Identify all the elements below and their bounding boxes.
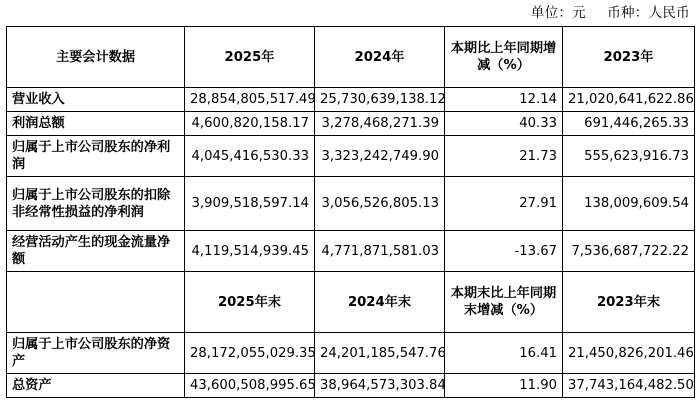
row-value-2025: 43,600,508,995.65 (185, 374, 315, 398)
table-row (7, 88, 695, 112)
row-value-change: 12.14 (445, 88, 563, 112)
currency-label: 币种：人民币 (607, 5, 690, 21)
row-value-2025: 4,045,416,530.33 (185, 136, 315, 177)
financial-data-table (6, 26, 695, 398)
row-value-2025: 4,119,514,939.45 (185, 231, 315, 272)
table-row (7, 333, 695, 374)
row-label: 归属于上市公司股东的净利润 (7, 136, 185, 177)
row-value-change: 27.91 (445, 177, 563, 231)
row-value-change: 11.90 (445, 374, 563, 398)
header-cell-metric: 主要会计数据 (7, 27, 185, 88)
row-value-2023: 21,020,641,622.86 (563, 88, 695, 112)
table-row (7, 112, 695, 136)
row-value-2025: 3,909,518,597.14 (185, 177, 315, 231)
header-cell-2025: 2025年 (185, 27, 315, 88)
row-value-2023: 7,536,687,722.22 (563, 231, 695, 272)
row-value-change: 40.33 (445, 112, 563, 136)
row-value-2024: 3,278,468,271.39 (315, 112, 445, 136)
row-value-2024: 3,323,242,749.90 (315, 136, 445, 177)
row-value-2025: 4,600,820,158.17 (185, 112, 315, 136)
row-value-change: 16.41 (445, 333, 563, 374)
row-label: 经营活动产生的现金流量净额 (7, 231, 185, 272)
table-row (7, 374, 695, 398)
header-cell-change-end: 本期末比上年同期末增减（%） (445, 272, 563, 333)
table-row (7, 231, 695, 272)
row-label: 归属于上市公司股东的净资产 (7, 333, 185, 374)
table-row (7, 177, 695, 231)
header-cell-2023-end: 2023年末 (563, 272, 695, 333)
table-header-row-period2 (7, 272, 695, 333)
row-label: 归属于上市公司股东的扣除非经常性损益的净利润 (7, 177, 185, 231)
row-value-change: 21.73 (445, 136, 563, 177)
row-value-2023: 138,009,609.54 (563, 177, 695, 231)
row-label: 营业收入 (7, 88, 185, 112)
table-row (7, 136, 695, 177)
row-value-2025: 28,172,055,029.35 (185, 333, 315, 374)
header-cell-2024: 2024年 (315, 27, 445, 88)
row-value-2024: 38,964,573,303.84 (315, 374, 445, 398)
header-cell-2025-end: 2025年末 (185, 272, 315, 333)
header-cell-2024-end: 2024年末 (315, 272, 445, 333)
header-cell-2023: 2023年 (563, 27, 695, 88)
unit-label: 单位：元 (530, 5, 586, 21)
row-value-change: -13.67 (445, 231, 563, 272)
table-header-row-period1 (7, 27, 695, 88)
row-label: 利润总额 (7, 112, 185, 136)
unit-currency-line (6, 0, 694, 26)
row-value-2023: 37,743,164,482.50 (563, 374, 695, 398)
header-cell-change: 本期比上年同期增减（%） (445, 27, 563, 88)
row-value-2024: 24,201,185,547.76 (315, 333, 445, 374)
row-value-2023: 691,446,265.33 (563, 112, 695, 136)
row-label: 总资产 (7, 374, 185, 398)
row-value-2023: 555,623,916.73 (563, 136, 695, 177)
header-cell-metric-blank (7, 272, 185, 333)
row-value-2024: 25,730,639,138.12 (315, 88, 445, 112)
row-value-2024: 4,771,871,581.03 (315, 231, 445, 272)
row-value-2023: 21,450,826,201.46 (563, 333, 695, 374)
row-value-2024: 3,056,526,805.13 (315, 177, 445, 231)
row-value-2025: 28,854,805,517.49 (185, 88, 315, 112)
